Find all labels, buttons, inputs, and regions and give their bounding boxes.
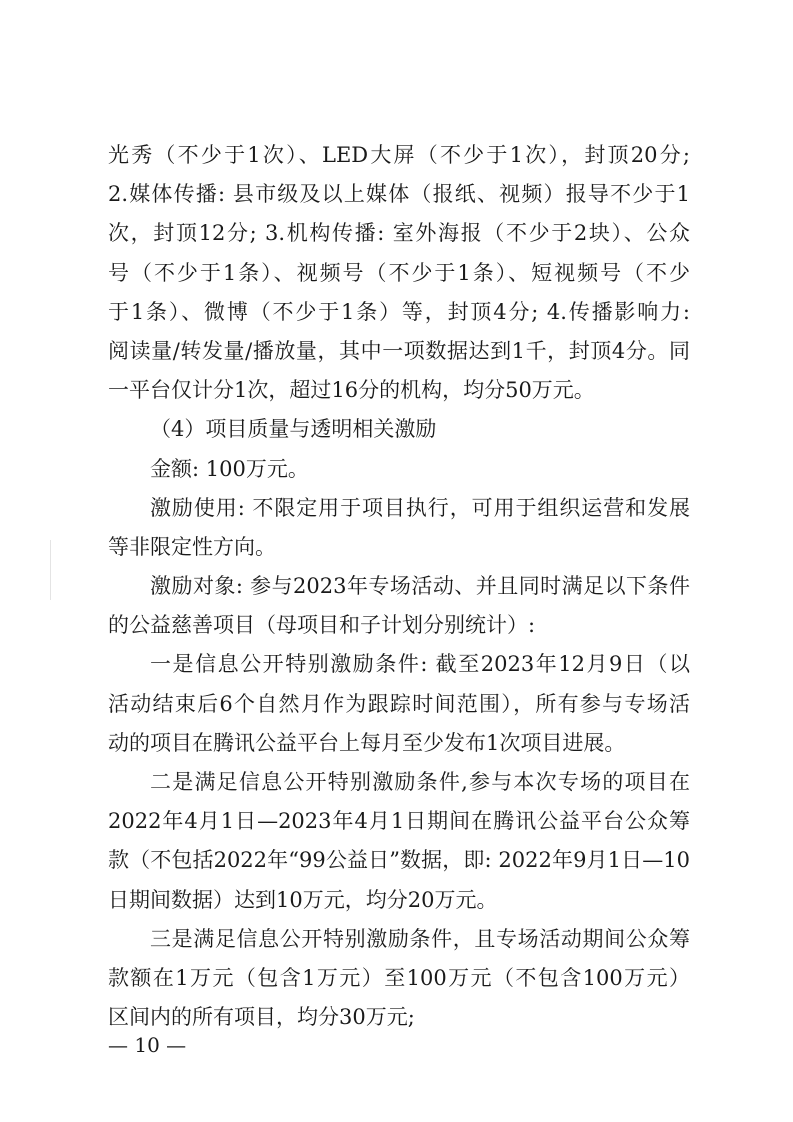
condition-three-line-2: 款额在1万元（包含1万元）至100万元（不包含100万元） — [108, 965, 690, 990]
condition-two-line-3: 款（不包括2022年“99公益日”数据，即: 2022年9月1日—10 — [108, 848, 690, 873]
amount-line: 金额: 100万元。 — [150, 456, 309, 481]
document-body — [108, 136, 690, 1037]
target-line-1: 激励对象: 参与2023年专场活动、并且同时满足以下条件 — [150, 574, 690, 599]
section-heading: （4）项目质量与透明相关激励 — [150, 417, 437, 442]
scan-margin-mark — [50, 540, 51, 600]
condition-one-line-3: 动的项目在腾讯公益平台上每月至少发布1次项目进展。 — [108, 730, 626, 755]
usage-line-1: 激励使用: 不限定用于项目执行，可用于组织运营和发展 — [150, 495, 690, 520]
condition-one-line-2: 活动结束后6个自然月作为跟踪时间范围），所有参与专场活 — [108, 691, 690, 716]
body-line-2: 2.媒体传播: 县市级及以上媒体（报纸、视频）报导不少于1 — [108, 182, 690, 207]
body-line-6: 阅读量/转发量/播放量，其中一项数据达到1千，封顶4分。同 — [108, 338, 690, 363]
condition-three-line-3: 区间内的所有项目，均分30万元; — [108, 1005, 415, 1030]
condition-two-line-4: 日期间数据）达到10万元，均分20万元。 — [108, 887, 498, 912]
usage-line-2: 等非限定性方向。 — [108, 534, 276, 559]
body-line-7: 一平台仅计分1次，超过16分的机构，均分50万元。 — [108, 378, 595, 403]
condition-one-line-1: 一是信息公开特别激励条件: 截至2023年12月9日（以 — [150, 652, 690, 677]
body-line-3: 次，封顶12分; 3.机构传播: 室外海报（不少于2块）、公众 — [108, 221, 690, 246]
body-line-4: 号（不少于1条）、视频号（不少于1条）、短视频号（不少 — [108, 260, 690, 285]
body-line-1: 光秀（不少于1次）、LED大屏（不少于1次），封顶20分; — [108, 143, 690, 167]
target-line-2: 的公益慈善项目（母项目和子计划分别统计）: — [108, 613, 536, 638]
body-line-5: 于1条）、微博（不少于1条）等，封顶4分; 4.传播影响力: — [108, 299, 690, 324]
condition-three-line-1: 三是满足信息公开特别激励条件，且专场活动期间公众筹 — [150, 926, 690, 951]
condition-two-line-1: 二是满足信息公开特别激励条件,参与本次专场的项目在 — [150, 770, 690, 794]
page-number: — 10 — — [108, 1033, 187, 1057]
condition-two-line-2: 2022年4月1日—2023年4月1日期间在腾讯公益平台公众筹 — [108, 809, 690, 834]
